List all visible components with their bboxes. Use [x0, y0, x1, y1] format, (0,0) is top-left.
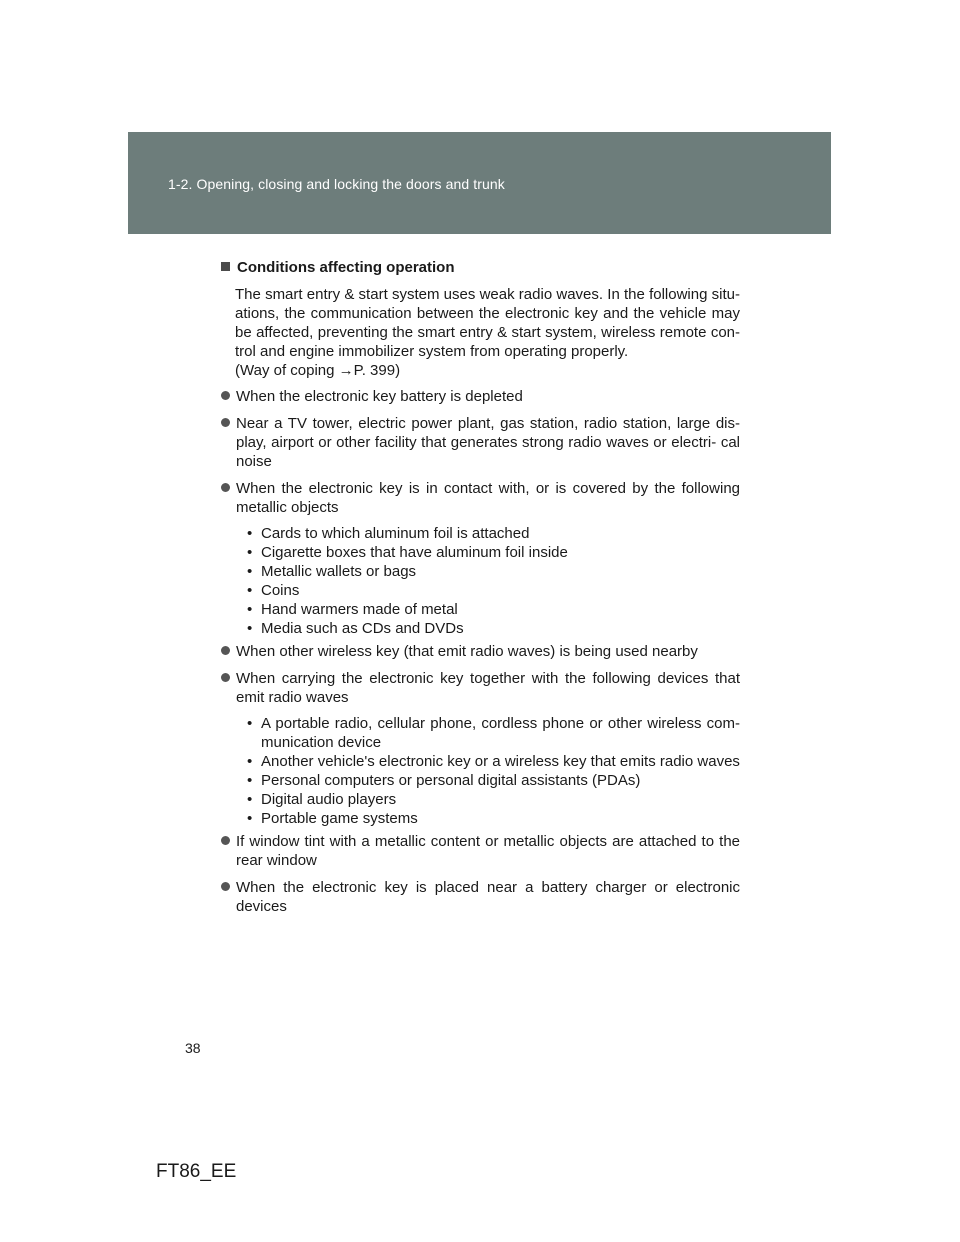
condition-text	[236, 832, 740, 870]
section-heading	[220, 258, 740, 277]
intro-line: ations, the communication between the electronic key and the vehicle may	[235, 305, 740, 322]
condition-item	[220, 642, 740, 661]
condition-text	[236, 414, 740, 471]
section-title: 1-2. Opening, closing and locking the doors and trunk	[168, 176, 505, 192]
condition-line: When carrying the electronic key together with the following devices that	[236, 670, 740, 687]
condition-line: play, airport or other facility that generates strong radio waves or electri-	[236, 434, 717, 451]
condition-line: emit radio waves	[236, 689, 349, 706]
condition-line: If window tint with a metallic content or metallic objects are attached to	[236, 833, 715, 850]
condition-line: When the electronic key battery is depleted	[236, 388, 523, 405]
sub-item-text	[261, 619, 740, 638]
circle-bullet-icon	[221, 673, 230, 682]
sub-item-line: Hand warmers made of metal	[261, 601, 458, 618]
condition-text	[236, 669, 740, 707]
dot-bullet-icon: •	[247, 772, 253, 789]
sub-list-item	[247, 752, 740, 771]
sub-item-line: Cigarette boxes that have aluminum foil inside	[261, 544, 568, 561]
condition-text	[236, 878, 740, 916]
sub-item-line: waves	[697, 753, 740, 770]
sub-item-line: Personal computers or personal digital assistants (PDAs)	[261, 772, 641, 789]
circle-bullet-icon	[221, 391, 230, 400]
sub-list-item	[247, 809, 740, 828]
sub-list-item	[247, 619, 740, 638]
condition-text	[236, 387, 740, 406]
condition-line: When the electronic key is placed near a battery charger or electronic	[236, 879, 740, 896]
sub-item-text	[261, 524, 740, 543]
dot-bullet-icon: •	[247, 715, 253, 732]
document-code: FT86_EE	[156, 1161, 237, 1182]
condition-item	[220, 479, 740, 517]
condition-item	[220, 387, 740, 406]
intro-line: trol and engine immobilizer system from operating properly.	[235, 343, 629, 360]
sub-list-item	[247, 524, 740, 543]
circle-bullet-icon	[221, 418, 230, 427]
sub-item-text	[261, 809, 740, 828]
dot-bullet-icon: •	[247, 753, 253, 770]
condition-item	[220, 878, 740, 916]
condition-list	[220, 387, 740, 916]
sub-list-item	[247, 581, 740, 600]
sub-item-line: Portable game systems	[261, 810, 418, 827]
sub-item-line: Coins	[261, 582, 300, 599]
main-content	[220, 258, 740, 924]
condition-line: Near a TV tower, electric power plant, gas station, radio station, large dis-	[236, 415, 740, 432]
sub-list-item	[247, 562, 740, 581]
sub-item-line: Digital audio players	[261, 791, 397, 808]
dot-bullet-icon: •	[247, 810, 253, 827]
condition-text	[236, 642, 740, 661]
circle-bullet-icon	[221, 483, 230, 492]
dot-bullet-icon: •	[247, 563, 253, 580]
circle-bullet-icon	[221, 882, 230, 891]
intro-line: The smart entry & start system uses weak radio waves. In the following situ-	[235, 286, 740, 303]
sub-list-item	[247, 714, 740, 752]
circle-bullet-icon	[221, 646, 230, 655]
sub-item-text	[261, 600, 740, 619]
condition-item	[220, 414, 740, 471]
sub-item-line: Media such as CDs and DVDs	[261, 620, 464, 637]
sub-list-item	[247, 600, 740, 619]
circle-bullet-icon	[221, 836, 230, 845]
condition-line: cal noise	[236, 434, 740, 470]
sub-item-line: A portable radio, cellular phone, cordless phone or other wireless com-	[261, 715, 740, 732]
page-number: 38	[185, 1040, 201, 1056]
sub-item-line: Another vehicle's electronic key or a wireless key that emits radio	[261, 753, 694, 770]
dot-bullet-icon: •	[247, 791, 253, 808]
condition-line: devices	[236, 898, 287, 915]
sub-item-line: munication device	[261, 734, 382, 751]
sub-list	[247, 524, 740, 638]
sub-item-text	[261, 752, 740, 771]
dot-bullet-icon: •	[247, 601, 253, 618]
sub-list-item	[247, 771, 740, 790]
condition-item	[220, 832, 740, 870]
sub-item-text	[261, 771, 740, 790]
sub-item-text	[261, 714, 740, 752]
heading-text: Conditions affecting operation	[237, 259, 455, 276]
condition-line: the rear window	[236, 833, 741, 869]
intro-line: be affected, preventing the smart entry & start system, wireless remote con-	[235, 324, 740, 341]
dot-bullet-icon: •	[247, 525, 253, 542]
condition-line: metallic objects	[236, 499, 339, 516]
sub-item-text	[261, 790, 740, 809]
sub-item-text	[261, 581, 740, 600]
dot-bullet-icon: •	[247, 620, 253, 637]
sub-item-text	[261, 562, 740, 581]
sub-list	[247, 714, 740, 828]
sub-item-line: Cards to which aluminum foil is attached	[261, 525, 530, 542]
intro-paragraph	[235, 285, 740, 361]
dot-bullet-icon: •	[247, 544, 253, 561]
square-bullet-icon	[221, 262, 230, 271]
condition-item	[220, 669, 740, 707]
dot-bullet-icon: •	[247, 582, 253, 599]
sub-list-item	[247, 790, 740, 809]
sub-item-text	[261, 543, 740, 562]
condition-line: When other wireless key (that emit radio waves) is being used nearby	[236, 643, 698, 660]
condition-line: When the electronic key is in contact with, or is covered by the following	[236, 480, 740, 497]
condition-text	[236, 479, 740, 517]
sub-list-item	[247, 543, 740, 562]
coping-reference: (Way of coping →P. 399)	[235, 362, 401, 379]
sub-item-line: Metallic wallets or bags	[261, 563, 417, 580]
